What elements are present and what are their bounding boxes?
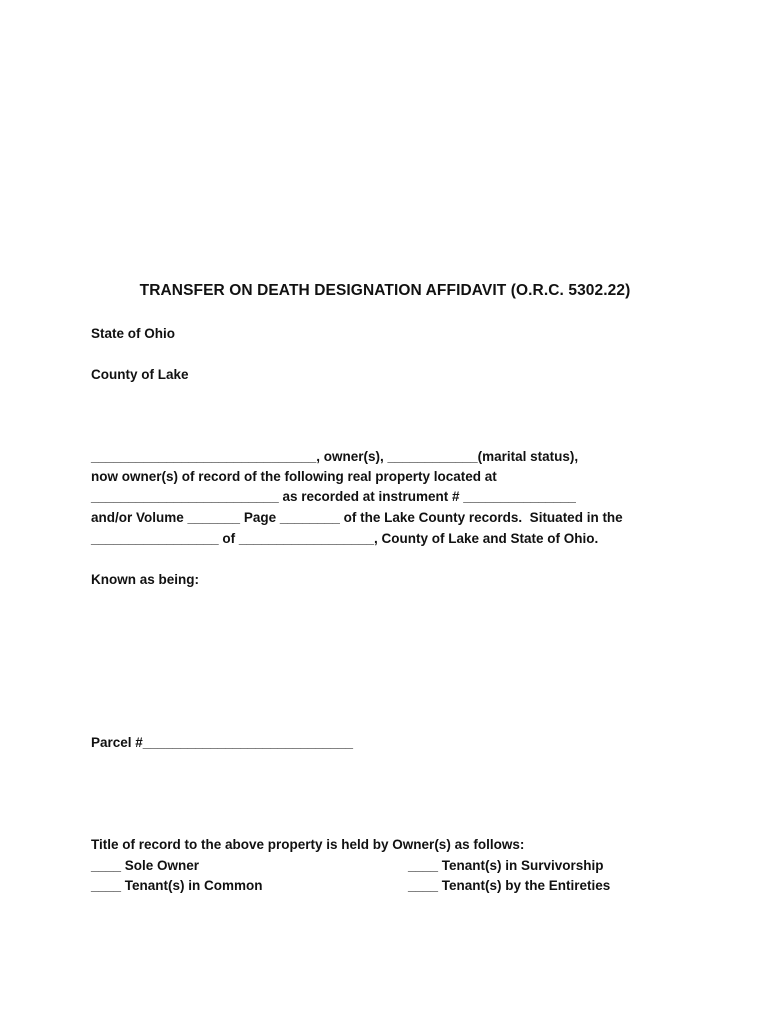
record-line: now owner(s) of record of the following real property located at [91, 469, 497, 484]
document-title: TRANSFER ON DEATH DESIGNATION AFFIDAVIT (O.R.C. 5302.22) [139, 282, 631, 299]
option-common: ____ Tenant(s) in Common [91, 878, 263, 893]
title-record-line: Title of record to the above property is held by Owner(s) as follows: [91, 837, 525, 852]
situated-line: _________________ of __________________, County of Lake and State of Ohio. [91, 531, 599, 546]
state-line: State of Ohio [91, 326, 175, 341]
option-entireties: ____ Tenant(s) by the Entireties [408, 878, 611, 893]
county-line: County of Lake [91, 367, 189, 382]
volume-page-line: and/or Volume _______ Page ________ of the Lake County records. Situated in the [91, 510, 623, 525]
option-survivorship: ____ Tenant(s) in Survivorship [408, 858, 604, 873]
parcel-line: Parcel #____________________________ [91, 735, 354, 750]
option-sole-owner: ____ Sole Owner [91, 858, 200, 873]
owner-line: ______________________________, owner(s), ____________(marital status), [91, 449, 579, 464]
instrument-line: _________________________ as recorded at instrument # _______________ [91, 489, 576, 504]
known-as-label: Known as being: [91, 572, 199, 587]
